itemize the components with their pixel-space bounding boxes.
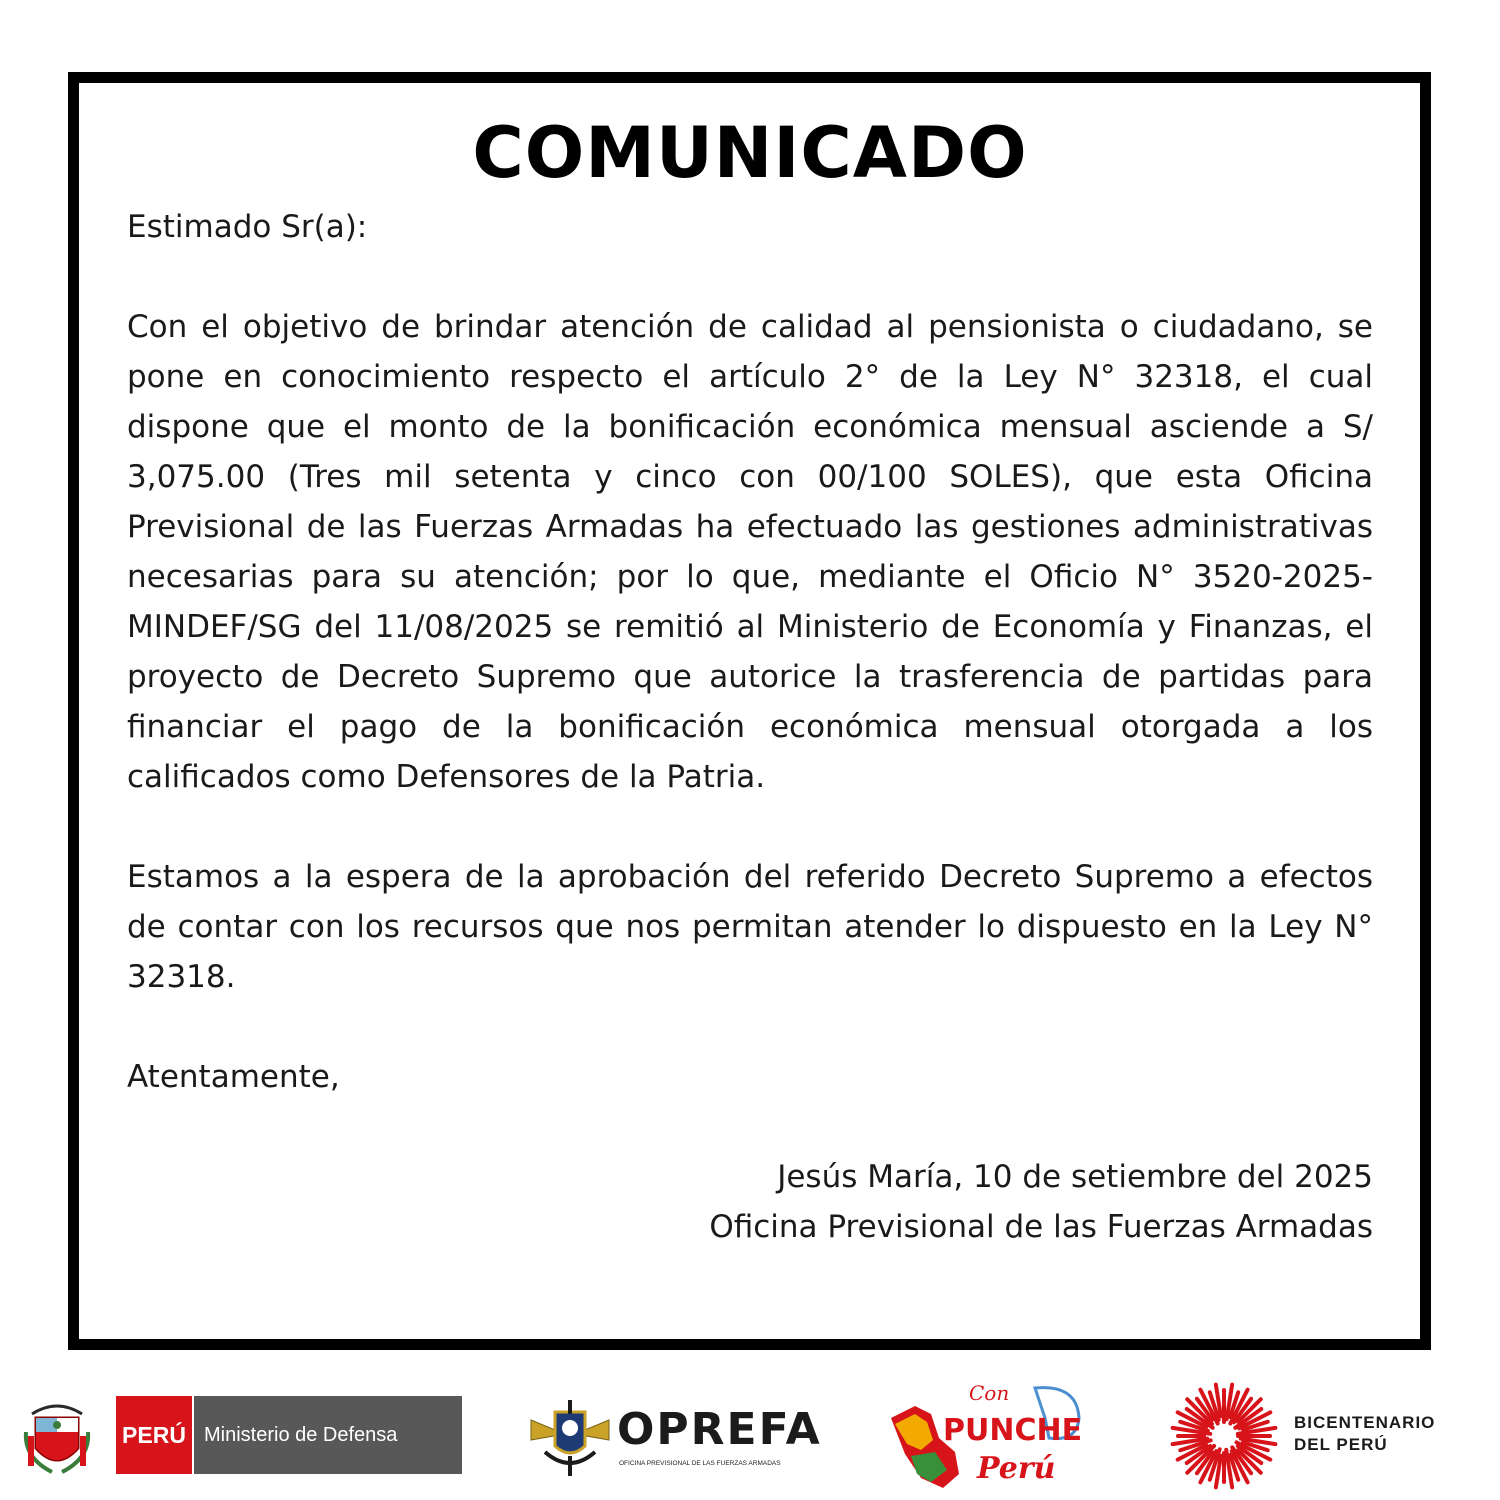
signature: Oficina Previsional de las Fuerzas Armadas	[709, 1209, 1373, 1245]
logo-footer	[0, 1370, 1500, 1500]
oprefa-name: OPREFA	[617, 1404, 822, 1455]
ministerio-defensa-logo	[22, 1392, 442, 1478]
punche-peru-text: Perú	[977, 1451, 1056, 1486]
con-punche-peru-logo	[885, 1378, 1085, 1496]
paragraph-1: Con el objetivo de brindar atención de calidad al pensionista o ciudadano, se pone en conocimiento respecto el artículo 2° de la Ley N° 32318, el cual dispone que el monto de la bonificación económica mensual asciende a S/ 3,075.00 (Tres mil setenta y cinco con 00/100 SOLES), que esta Oficina Previsional de las Fuerzas Armadas ha efectuado las gestiones administrativas necesarias para su atención; por lo que, mediante el Oficio N° 3520-2025-MINDEF/SG del 11/08/2025 se remitió al Ministerio de Economía y Finanzas, el proyecto de Decreto Supremo que autorice la trasferencia de partidas para financiar el pago de la bonificación económica mensual otorgada a los calificados como Defensores de la Patria.	[127, 309, 1373, 795]
punche-con-text: Con	[969, 1381, 1010, 1405]
greeting: Estimado Sr(a):	[127, 209, 368, 245]
bicentenario-line-2: DEL PERÚ	[1294, 1435, 1388, 1454]
oprefa-subtitle: OFICINA PREVISIONAL DE LAS FUERZAS ARMADAS	[619, 1460, 781, 1467]
peru-coat-of-arms-icon	[22, 1392, 92, 1478]
bicentenario-line-1: BICENTENARIO	[1294, 1413, 1436, 1432]
paragraph-2: Estamos a la espera de la aprobación del referido Decreto Supremo a efectos de contar con los recursos que nos permitan atender lo dispuesto en la Ley N° 32318.	[127, 859, 1373, 995]
peru-label: PERÚ	[116, 1396, 192, 1474]
ministry-label: Ministerio de Defensa	[194, 1396, 462, 1474]
punche-peru-icon	[885, 1378, 1085, 1496]
place-date: Jesús María, 10 de setiembre del 2025	[777, 1159, 1373, 1195]
oprefa-emblem-icon	[525, 1390, 615, 1480]
letter-body	[127, 202, 1373, 1252]
bicentenario-burst-icon	[1168, 1380, 1280, 1492]
punche-word-text: PUNCHE	[943, 1413, 1083, 1448]
closing: Atentamente,	[127, 1059, 340, 1095]
bicentenario-logo	[1168, 1380, 1458, 1492]
oprefa-logo	[525, 1390, 822, 1480]
bicentenario-text	[1294, 1412, 1435, 1456]
page-title: COMUNICADO	[472, 112, 1028, 194]
